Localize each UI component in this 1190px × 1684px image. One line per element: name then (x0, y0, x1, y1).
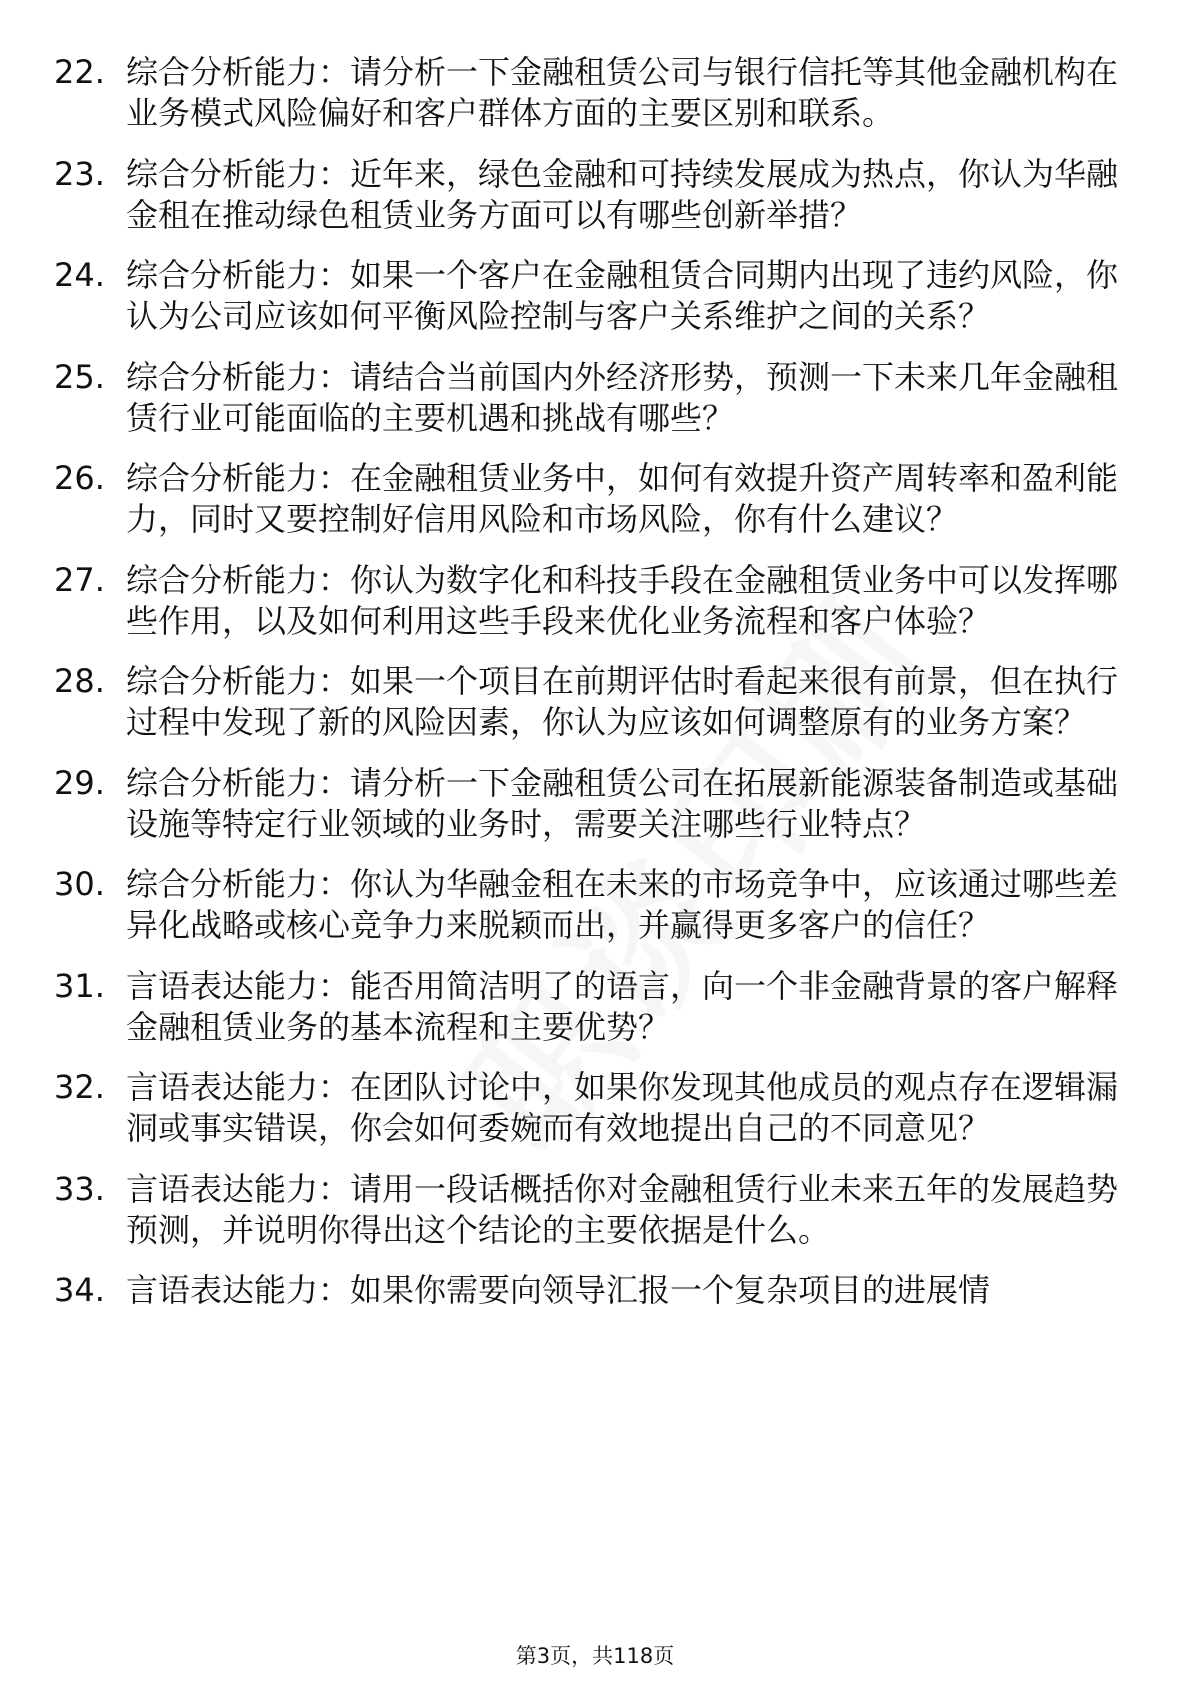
question-number: 32. (54, 1068, 105, 1106)
list-item (54, 763, 1124, 845)
question-number: 22. (54, 53, 105, 91)
question-number: 23. (54, 154, 105, 193)
question-number: 25. (54, 357, 105, 396)
question-number: 24. (54, 256, 105, 294)
question-list (54, 52, 1124, 1331)
question-number: 29. (54, 763, 105, 802)
question-number: 31. (54, 966, 105, 1005)
list-item (54, 661, 1124, 743)
list-item (54, 154, 1124, 236)
question-number: 27. (54, 560, 105, 599)
question-number: 28. (54, 662, 105, 700)
question-text: 言语表达能力：请用一段话概括你对金融租赁行业未来五年的发展趋势预测，并说明你得出这个结论的主要依据是什么。 (126, 1169, 1119, 1249)
page-footer: 第3页，共118页 (515, 1644, 675, 1668)
question-number: 34. (54, 1271, 105, 1309)
question-text: 综合分析能力：如果一个客户在金融租赁合同期内出现了违约风险，你认为公司应该如何平衡风险控制与客户关系维护之间的关系？ (126, 256, 1119, 335)
list-item (54, 52, 1124, 134)
list-item (54, 864, 1124, 946)
question-text: 言语表达能力：能否用简洁明了的语言，向一个非金融背景的客户解释金融租赁业务的基本流程和主要优势？ (126, 966, 1119, 1046)
question-text: 综合分析能力：近年来，绿色金融和可持续发展成为热点，你认为华融金租在推动绿色租赁业务方面可以有哪些创新举措？ (126, 154, 1119, 234)
list-item (54, 1169, 1124, 1251)
question-text: 言语表达能力：如果你需要向领导汇报一个复杂项目的进展情 (126, 1271, 991, 1309)
list-item (54, 255, 1124, 337)
question-number: 30. (54, 865, 105, 903)
question-text: 综合分析能力：请分析一下金融租赁公司在拓展新能源装备制造或基础设施等特定行业领域的业务时，需要关注哪些行业特点？ (126, 763, 1119, 843)
question-number: 26. (54, 459, 105, 497)
list-item (54, 458, 1124, 540)
list-item (54, 1067, 1124, 1149)
question-text: 综合分析能力：请结合当前国内外经济形势，预测一下未来几年金融租赁行业可能面临的主要机遇和挑战有哪些？ (126, 357, 1119, 437)
question-text: 综合分析能力：如果一个项目在前期评估时看起来很有前景，但在执行过程中发现了新的风险因素，你认为应该如何调整原有的业务方案？ (126, 662, 1119, 741)
list-item (54, 357, 1124, 439)
question-number: 33. (54, 1169, 105, 1208)
list-item (54, 560, 1124, 642)
question-text: 综合分析能力：你认为数字化和科技手段在金融租赁业务中可以发挥哪些作用，以及如何利用这些手段来优化业务流程和客户体验？ (126, 560, 1119, 640)
question-text: 综合分析能力：你认为华融金租在未来的市场竞争中，应该通过哪些差异化战略或核心竞争力来脱颖而出，并赢得更多客户的信任？ (126, 865, 1119, 944)
list-item (54, 1270, 1124, 1311)
question-text: 综合分析能力：请分析一下金融租赁公司与银行信托等其他金融机构在业务模式风险偏好和客户群体方面的主要区别和联系。 (126, 53, 1119, 132)
question-text: 言语表达能力：在团队讨论中，如果你发现其他成员的观点存在逻辑漏洞或事实错误，你会如何委婉而有效地提出自己的不同意见？ (126, 1068, 1119, 1147)
list-item (54, 966, 1124, 1048)
question-text: 综合分析能力：在金融租赁业务中，如何有效提升资产周转率和盈利能力，同时又要控制好信用风险和市场风险，你有什么建议？ (126, 459, 1119, 538)
